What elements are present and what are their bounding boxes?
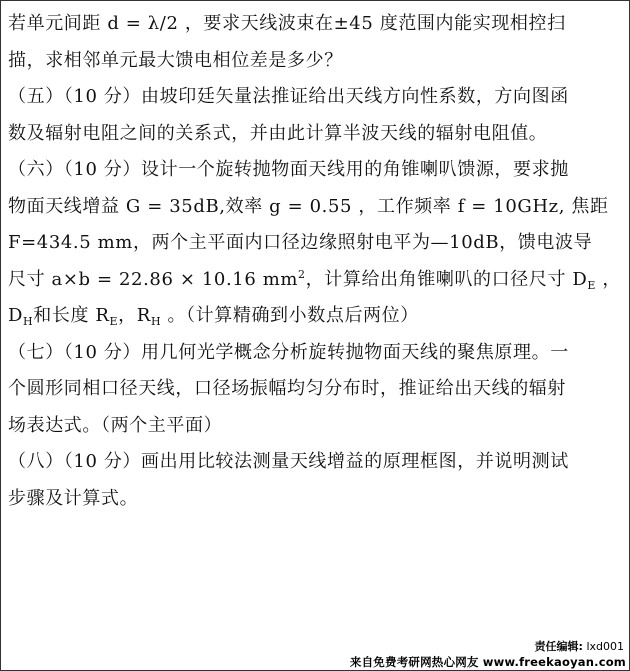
editor-credit	[535, 638, 624, 654]
subscript-e-2: E	[109, 315, 119, 328]
question-6-line-1: （六）（10 分）设计一个旋转抛物面天线用的角锥喇叭馈源，要求抛	[8, 159, 569, 180]
question-7-line-2: 个圆形同相口径天线，口径场振幅均匀分布时，推证给出天线的辐射	[8, 378, 566, 399]
comma-text: ，	[596, 268, 621, 290]
question-5-line-2: 数及辐射电阻之间的关系式，并由此计算半波天线的辐射电阻值。	[8, 122, 548, 144]
subscript-h-2: H	[150, 315, 162, 328]
question-8-line-1: （八）（10 分）画出用比较法测量天线增益的原理框图，并说明测试	[8, 451, 569, 472]
text-line-1: 若单元间距 d = λ/2 ，要求天线波束在±45 度范围内能实现相控扫	[8, 13, 566, 34]
rh-symbol: ，R	[118, 305, 151, 326]
superscript-2: 2	[298, 267, 306, 281]
waveguide-size: 尺寸 a×b = 22.86 × 10.16 mm	[8, 268, 299, 290]
exam-page	[8, 6, 622, 517]
question-6-line-3: F=434.5 mm，两个主平面内口径边缘照射电平为—10dB，馈电波导	[8, 232, 593, 253]
question-8-line-2: 步骤及计算式。	[8, 487, 139, 509]
aperture-text: ，计算给出角锥喇叭的口径尺寸 D	[305, 268, 588, 290]
subscript-h: H	[23, 315, 34, 328]
editor-name: lxd001	[582, 640, 624, 653]
source-credit: 来自免费考研网热心网友 www.freekaoyan.com	[349, 655, 626, 669]
dh-symbol: D	[8, 305, 24, 326]
question-7-line-1: （七）（10 分）用几何光学概念分析旋转抛物面天线的聚焦原理。一	[8, 341, 569, 363]
question-7-line-3: 场表达式。（两个主平面）	[8, 414, 223, 436]
text-line-2: 描，求相邻单元最大馈电相位差是多少？	[8, 49, 343, 71]
subscript-e: E	[587, 278, 597, 292]
precision-note: 。（计算精确到小数点后两位）	[161, 305, 419, 326]
question-6-line-2: 物面天线增益 G = 35dB,效率 g = 0.55 ，工作频率 f = 10GHz, 焦距	[8, 195, 609, 217]
question-5-line-1: （五）（10 分）由坡印廷矢量法推证给出天线方向性系数，方向图函	[8, 86, 569, 107]
length-text: 和长度 R	[33, 305, 110, 326]
question-6-line-5	[8, 298, 622, 335]
editor-label: 责任编辑:	[534, 640, 583, 653]
question-6-line-4	[8, 262, 622, 299]
